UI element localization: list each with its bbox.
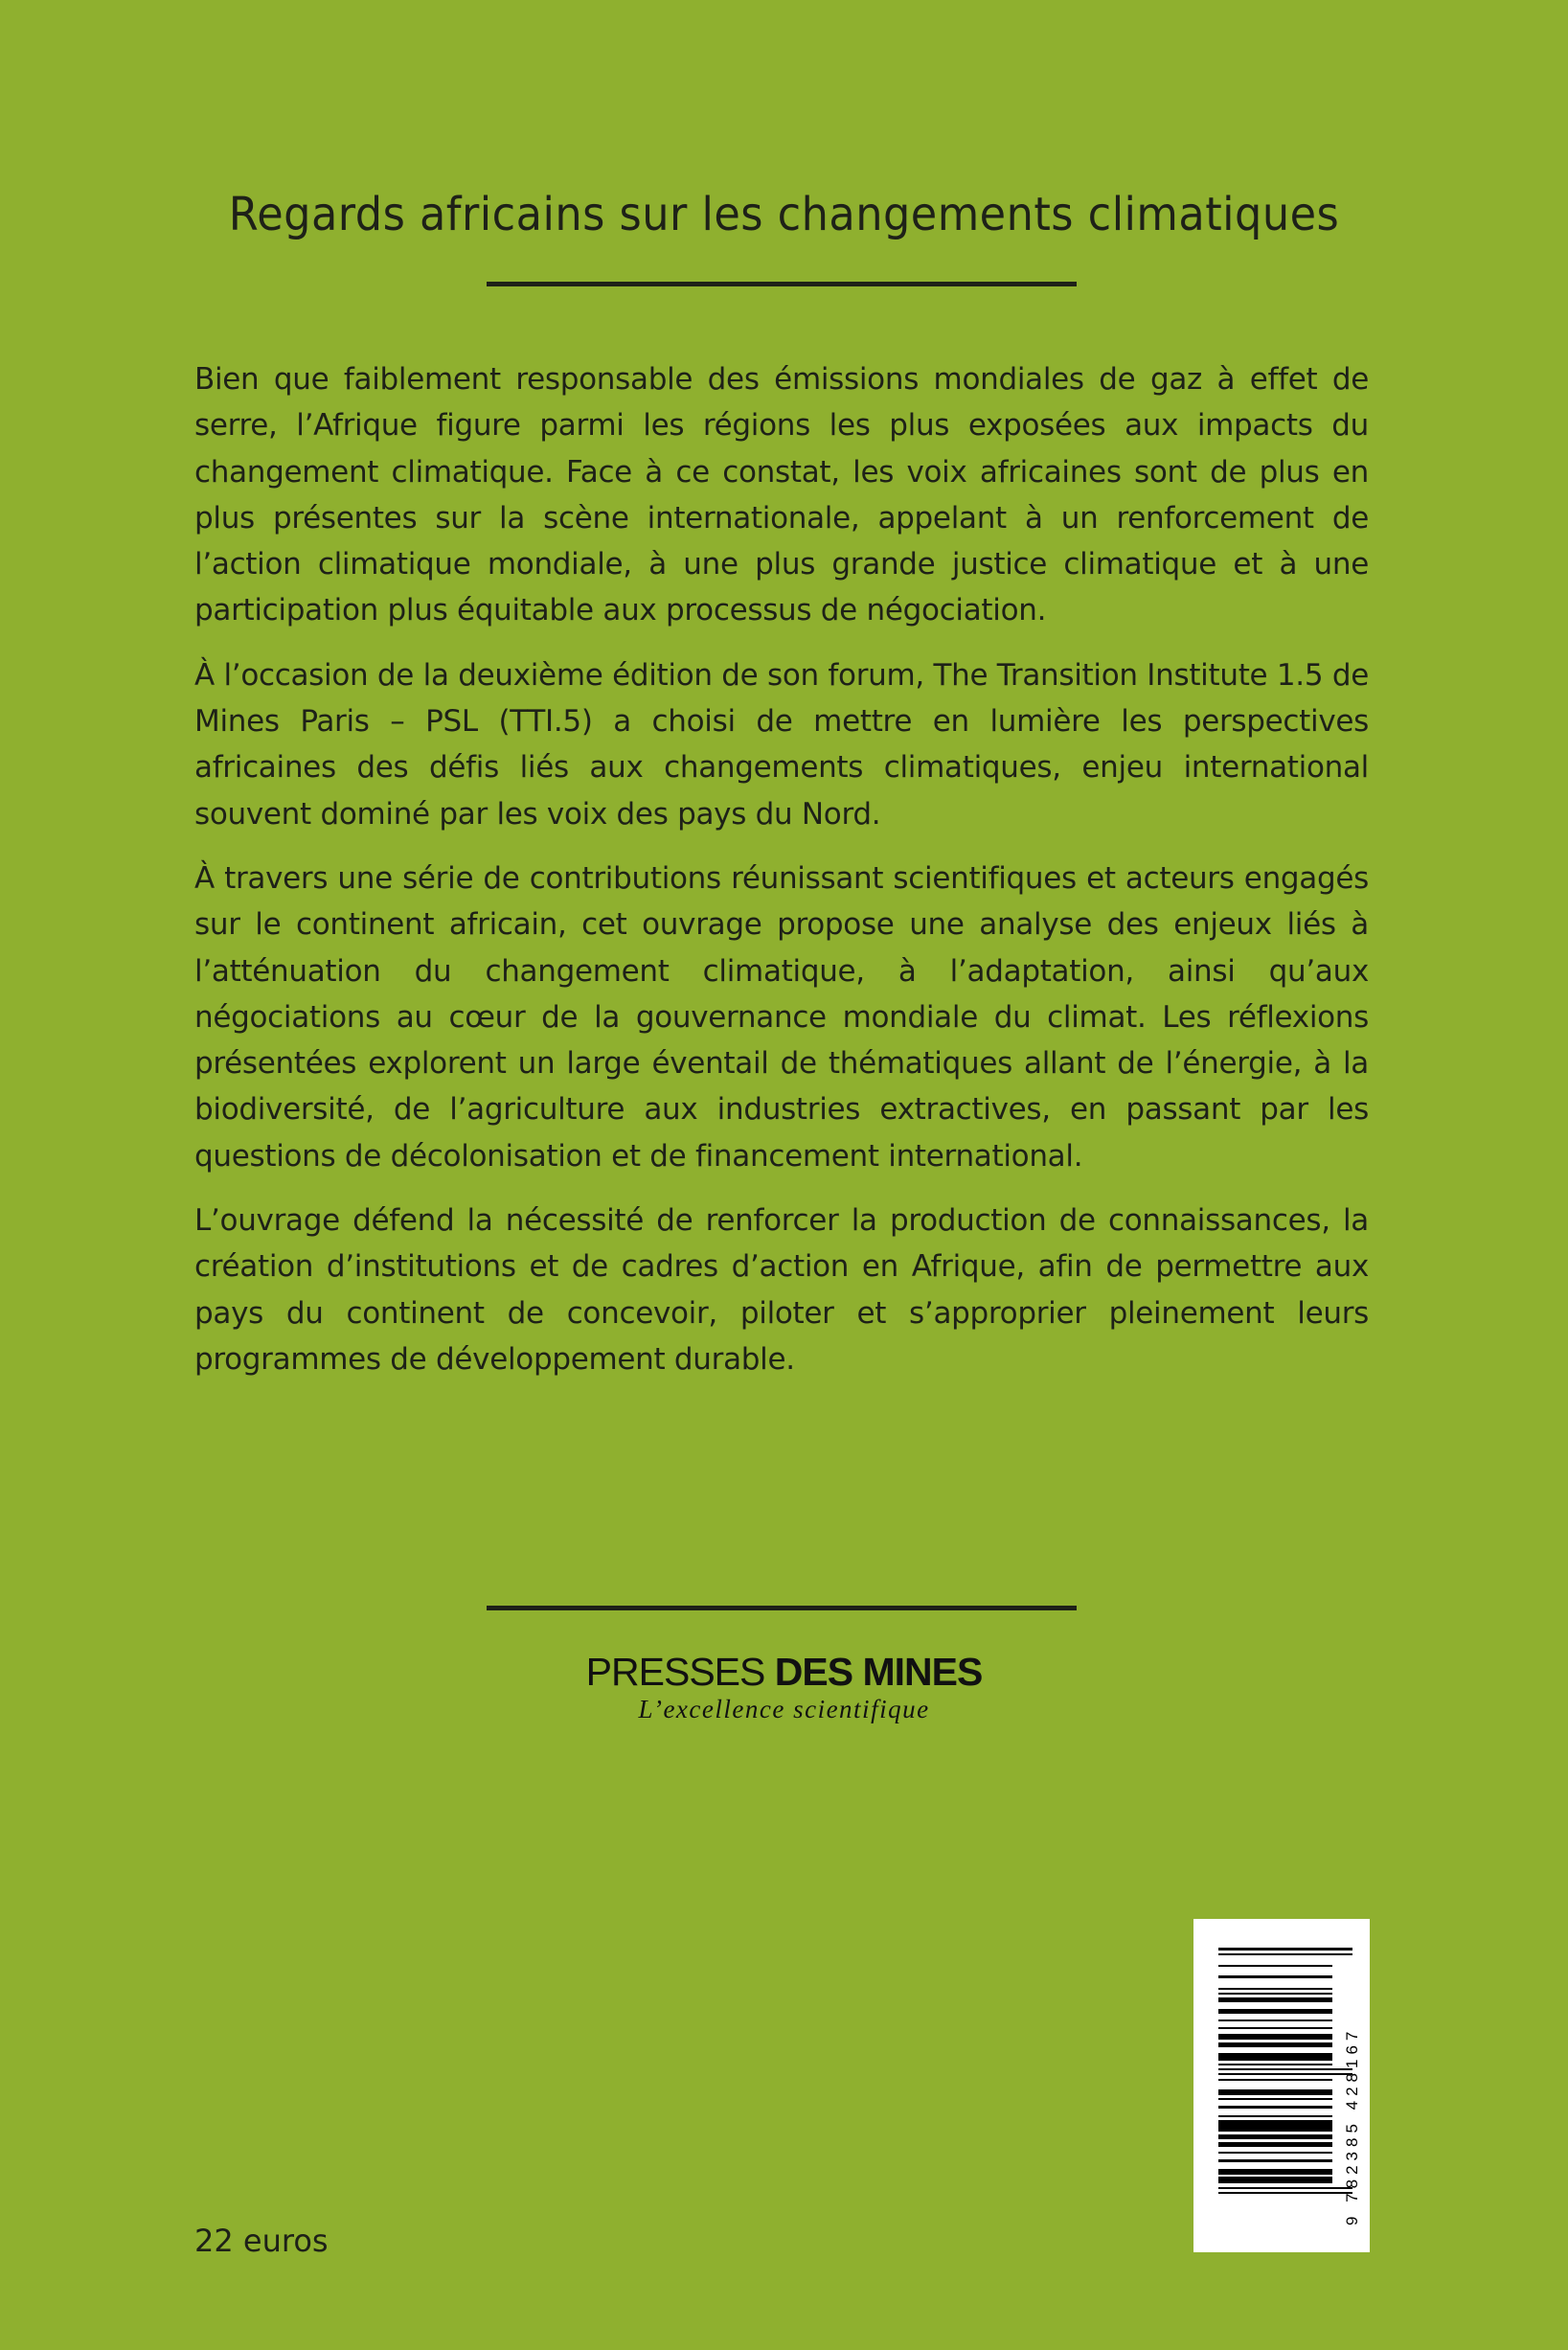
publisher-name-bold: DES MINES: [774, 1650, 983, 1694]
blurb-paragraph-2: À l’occasion de la deuxième édition de son forum, The Transition Institute 1.5 de Mines Paris – PSL (TTI.5) a choisi de mettre en lumière les perspectives africaines des défis liés aux changements climatiques, enjeu international souvent dominé par les voix des pays du Nord.: [194, 657, 1369, 832]
back-cover-blurb: [194, 356, 1369, 1401]
publisher-divider: [487, 1606, 1077, 1610]
barcode-icon: [1193, 1919, 1370, 2252]
isbn-barcode: [1193, 1919, 1370, 2252]
book-title: Regards africains sur les changements climatiques: [228, 188, 1340, 241]
publisher-name: [0, 1650, 1568, 1694]
title-divider: [487, 282, 1077, 286]
publisher-name-light: PRESSES: [585, 1650, 775, 1694]
blurb-paragraph-1: Bien que faiblement responsable des émissions mondiales de gaz à effet de serre, l’Afrique figure parmi les régions les plus exposées aux impacts du changement climatique. Face à ce constat, les voix africaines sont de plus en plus présentes sur la scène internationale, appelant à un renforcement de l’action climatique mondiale, à une plus grande justice climatique et à une participation plus équitable aux processus de négociation.: [194, 362, 1369, 628]
publisher-logo: [0, 1650, 1568, 1724]
isbn-digits: 9 782385 428167: [1343, 2026, 1361, 2225]
blurb-paragraph-3: À travers une série de contributions réunissant scientifiques et acteurs engagés sur le continent africain, cet ouvrage propose une analyse des enjeux liés à l’atténuation du changement climatique, à l’adaptation, ainsi qu’aux négociations au cœur de la gouvernance mondiale du climat. Les réflexions présentées explorent un large éventail de thématiques allant de l’énergie, à la biodiversité, de l’agriculture aux industries extractives, en passant par les questions de décolonisation et de financement international.: [194, 860, 1369, 1174]
price-label: 22 euros: [194, 2223, 329, 2259]
blurb-paragraph-4: L’ouvrage défend la nécessité de renforcer la production de connaissances, la création d’institutions et de cadres d’action en Afrique, afin de permettre aux pays du continent de concevoir, piloter et s’approprier pleinement leurs programmes de développement durable.: [194, 1203, 1369, 1377]
publisher-tagline: L’excellence scientifique: [638, 1695, 930, 1723]
